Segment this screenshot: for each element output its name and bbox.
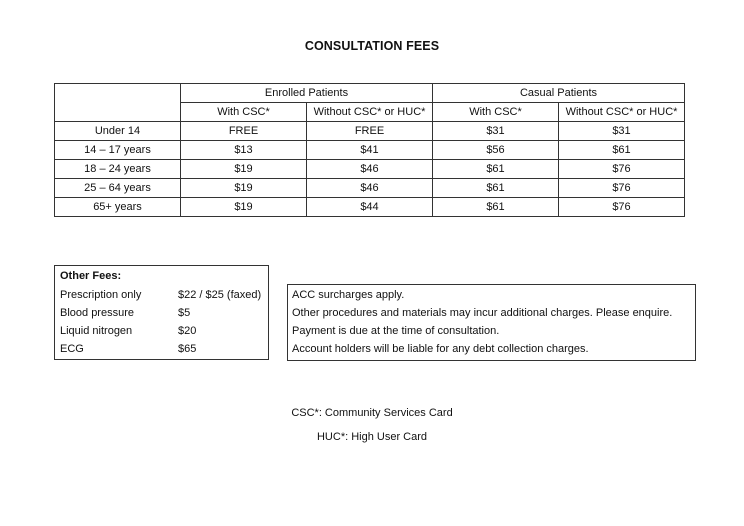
note-line: Payment is due at the time of consultation. [292,325,500,337]
fee-cell: $61 [433,179,559,198]
fee-cell: $76 [559,160,685,179]
other-fee-label: Liquid nitrogen [60,325,133,337]
fee-cell: $19 [181,160,307,179]
fee-cell: $61 [433,198,559,217]
table-row [55,141,685,160]
group-header-enrolled: Enrolled Patients [181,84,433,103]
fee-cell: $41 [307,141,433,160]
other-fee-item [60,304,265,322]
other-fee-item [60,286,265,304]
table-row [55,160,685,179]
other-fee-item [60,322,265,340]
other-fee-item [60,340,265,358]
note-line: Account holders will be liable for any debt collection charges. [292,343,589,355]
fee-cell: $13 [181,141,307,160]
legend-huc: HUC*: High User Card [316,431,428,443]
empty-corner-cell [55,84,181,122]
other-fee-value: $5 [178,307,191,319]
sub-header-cell: With CSC* [181,103,307,122]
other-fee-label: Blood pressure [60,307,134,319]
sub-header-cell: Without CSC* or HUC* [307,103,433,122]
other-fee-label: Prescription only [60,289,142,301]
fee-cell: FREE [181,122,307,141]
group-header-casual: Casual Patients [433,84,685,103]
table-row [55,122,685,141]
page-title: CONSULTATION FEES [304,39,440,53]
fee-cell: $46 [307,179,433,198]
age-cell: 65+ years [55,198,181,217]
fee-cell: $44 [307,198,433,217]
fee-cell: $61 [559,141,685,160]
other-fees-heading: Other Fees: [60,270,122,282]
fee-cell: $31 [433,122,559,141]
fee-cell: $31 [559,122,685,141]
fee-cell: $19 [181,198,307,217]
notes-box [287,284,696,361]
other-fees-box [54,265,269,360]
sub-header-cell: With CSC* [433,103,559,122]
fee-cell: FREE [307,122,433,141]
sub-header-cell: Without CSC* or HUC* [559,103,685,122]
age-cell: 18 – 24 years [55,160,181,179]
fee-cell: $76 [559,198,685,217]
consultation-fees-table [54,83,685,217]
other-fee-value: $22 / $25 (faxed) [178,289,262,301]
note-line: Other procedures and materials may incur additional charges. Please enquire. [292,307,673,319]
other-fee-value: $20 [178,325,197,337]
group-header-row [55,84,685,103]
note-line: ACC surcharges apply. [292,289,405,301]
legend-csc: CSC*: Community Services Card [291,407,453,419]
age-cell: 25 – 64 years [55,179,181,198]
fee-cell: $46 [307,160,433,179]
fee-cell: $76 [559,179,685,198]
age-cell: 14 – 17 years [55,141,181,160]
other-fee-label: ECG [60,343,84,355]
fee-cell: $61 [433,160,559,179]
table-row [55,179,685,198]
fee-cell: $56 [433,141,559,160]
fee-cell: $19 [181,179,307,198]
age-cell: Under 14 [55,122,181,141]
other-fee-value: $65 [178,343,197,355]
table-row [55,198,685,217]
